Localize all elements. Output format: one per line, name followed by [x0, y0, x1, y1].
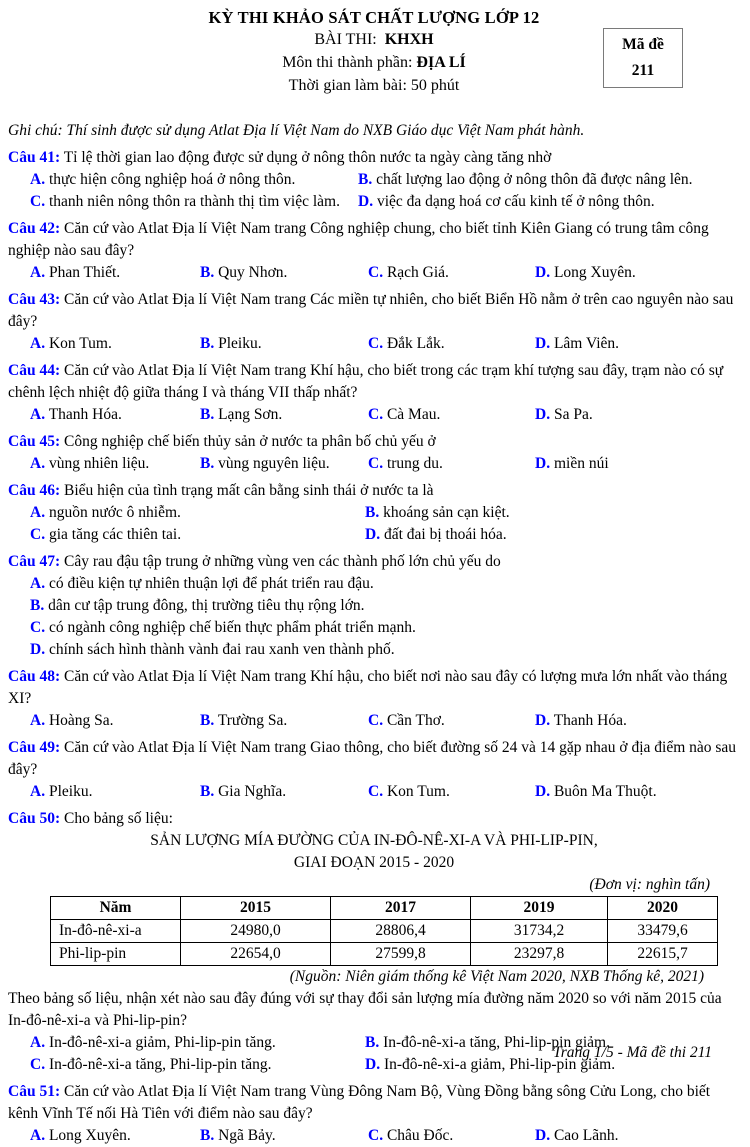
- option-letter: C.: [368, 263, 384, 281]
- option-text: Long Xuyên.: [48, 1126, 131, 1144]
- option-letter: A.: [30, 170, 46, 188]
- option-text: Pleiku.: [218, 334, 262, 352]
- exam-type-value: KHXH: [384, 31, 434, 49]
- question-47: [8, 551, 740, 573]
- question-51-options: [8, 1125, 740, 1147]
- question-49-stem: Căn cứ vào Atlat Địa lí Việt Nam trang Giao thông, cho biết đường số 24 và 14 gặp nhau ở địa điểm nào sau đây?: [8, 738, 737, 778]
- option-letter: A.: [30, 1033, 46, 1051]
- option-c: [368, 333, 535, 355]
- table-cell: 24980,0: [181, 919, 331, 942]
- option-b: [200, 333, 368, 355]
- option-letter: D.: [535, 405, 551, 423]
- question-51-stem: Căn cứ vào Atlat Địa lí Việt Nam trang Vùng Đông Nam Bộ, Vùng Đồng bằng sông Cửu Long, cho biết kênh Vĩnh Tế nối Hà Tiên với điểm nào sau đây?: [8, 1082, 711, 1122]
- table-header-cell: Năm: [51, 896, 181, 919]
- option-b: [200, 262, 368, 284]
- option-b: [200, 404, 368, 426]
- option-text: nguồn nước ô nhiễm.: [48, 503, 181, 521]
- table-header-cell: 2020: [608, 896, 718, 919]
- option-d: [535, 262, 740, 284]
- question-41-label: Câu 41:: [8, 148, 61, 166]
- option-letter: B.: [365, 503, 380, 521]
- question-47-stem: Cây rau đậu tập trung ở những vùng ven các thành phố lớn chủ yếu do: [63, 552, 501, 570]
- option-text: Gia Nghĩa.: [218, 782, 287, 800]
- question-50: [8, 808, 740, 830]
- option-letter: C.: [368, 782, 384, 800]
- option-letter: C.: [368, 1126, 384, 1144]
- option-c: [30, 524, 365, 546]
- question-49-label: Câu 49:: [8, 738, 61, 756]
- question-41: [8, 147, 740, 169]
- question-46: [8, 480, 740, 502]
- question-44-label: Câu 44:: [8, 361, 61, 379]
- option-letter: B.: [200, 263, 215, 281]
- option-c: [30, 1054, 365, 1076]
- option-b: [200, 781, 368, 803]
- exam-title: KỲ THI KHẢO SÁT CHẤT LƯỢNG LỚP 12: [208, 8, 540, 27]
- option-text: việc đa dạng hoá cơ cấu kinh tế ở nông thôn.: [376, 192, 655, 210]
- table-cell: 33479,6: [608, 919, 718, 942]
- question-50-post-stem: Theo bảng số liệu, nhận xét nào sau đây đúng với sự thay đổi sản lượng mía đường năm 2020 so với năm 2015 của In-đô-nê-xi-a và Phi-lip-pin?: [8, 989, 722, 1029]
- question-44: [8, 360, 740, 404]
- question-44-options: [8, 404, 740, 426]
- option-letter: C.: [30, 618, 46, 636]
- question-43-stem: Căn cứ vào Atlat Địa lí Việt Nam trang Các miền tự nhiên, cho biết Biển Hồ nằm ở trên cao nguyên nào sau đây?: [8, 290, 734, 330]
- option-b: [30, 595, 740, 617]
- option-c: [368, 1125, 535, 1147]
- option-letter: B.: [200, 454, 215, 472]
- option-letter: D.: [358, 192, 374, 210]
- question-41-stem: Tỉ lệ thời gian lao động được sử dụng ở nông thôn nước ta ngày càng tăng nhờ: [63, 148, 552, 166]
- option-text: Quy Nhơn.: [218, 263, 288, 281]
- option-c: [368, 710, 535, 732]
- option-text: đất đai bị thoái hóa.: [383, 525, 507, 543]
- table-cell: 31734,2: [471, 919, 608, 942]
- option-text: Đắk Lắk.: [386, 334, 445, 352]
- option-text: Long Xuyên.: [553, 263, 636, 281]
- question-45-options: [8, 453, 740, 475]
- option-text: Thanh Hóa.: [48, 405, 122, 423]
- option-text: vùng nhiên liệu.: [48, 454, 150, 472]
- option-c: [368, 453, 535, 475]
- table-row-label: In-đô-nê-xi-a: [51, 919, 181, 942]
- duration-line: Thời gian làm bài: 50 phút: [288, 76, 460, 94]
- option-letter: D.: [535, 334, 551, 352]
- question-47-label: Câu 47:: [8, 552, 61, 570]
- question-51: [8, 1081, 740, 1125]
- question-42-options: [8, 262, 740, 284]
- option-text: Buôn Ma Thuột.: [553, 782, 657, 800]
- option-letter: B.: [30, 596, 45, 614]
- option-text: Hoàng Sa.: [48, 711, 114, 729]
- option-text: Pleiku.: [48, 782, 93, 800]
- question-42-stem: Căn cứ vào Atlat Địa lí Việt Nam trang Công nghiệp chung, cho biết tỉnh Kiên Giang có trung tâm công nghiệp nào sau đây?: [8, 219, 709, 259]
- subject-label: Môn thi thành phần:: [282, 54, 413, 72]
- option-letter: B.: [365, 1033, 380, 1051]
- table-header-cell: 2019: [471, 896, 608, 919]
- option-text: thực hiện công nghiệp hoá ở nông thôn.: [48, 170, 296, 188]
- option-letter: A.: [30, 503, 46, 521]
- table-cell: 27599,8: [331, 942, 471, 965]
- option-c: [368, 781, 535, 803]
- question-42-label: Câu 42:: [8, 219, 61, 237]
- option-letter: D.: [535, 454, 551, 472]
- option-a: [30, 710, 200, 732]
- option-a: [30, 781, 200, 803]
- option-text: Cà Mau.: [386, 405, 441, 423]
- question-50-label: Câu 50:: [8, 809, 61, 827]
- option-text: Kon Tum.: [48, 334, 112, 352]
- option-text: vùng nguyên liệu.: [218, 454, 330, 472]
- option-c: [368, 404, 535, 426]
- option-a: [30, 333, 200, 355]
- option-text: trung du.: [386, 454, 443, 472]
- option-letter: D.: [535, 782, 551, 800]
- option-b: [200, 1125, 368, 1147]
- option-a: [30, 404, 200, 426]
- table-unit-note: (Đơn vị: nghìn tấn): [589, 875, 710, 893]
- option-text: Kon Tum.: [386, 782, 450, 800]
- option-text: chính sách hình thành vành đai rau xanh ven thành phố.: [48, 640, 395, 658]
- option-c: [368, 262, 535, 284]
- option-b: [358, 169, 740, 191]
- question-45: [8, 431, 740, 453]
- option-d: [535, 781, 740, 803]
- option-text: chất lượng lao động ở nông thôn đã được nâng lên.: [376, 170, 693, 188]
- option-text: Ngã Bảy.: [218, 1126, 276, 1144]
- table-title-line1: SẢN LƯỢNG MÍA ĐƯỜNG CỦA IN-ĐÔ-NÊ-XI-A VÀ PHI-LIP-PIN,: [150, 831, 598, 849]
- option-letter: A.: [30, 405, 46, 423]
- option-letter: D.: [30, 640, 46, 658]
- atlas-note: Ghi chú: Thí sinh được sử dụng Atlat Địa lí Việt Nam do NXB Giáo dục Việt Nam phát hành.: [8, 121, 585, 139]
- option-text: Sa Pa.: [553, 405, 593, 423]
- question-43-options: [8, 333, 740, 355]
- option-d: [535, 710, 740, 732]
- option-letter: A.: [30, 782, 46, 800]
- option-a: [30, 1032, 365, 1054]
- option-a: [30, 262, 200, 284]
- option-letter: B.: [200, 1126, 215, 1144]
- option-text: có điều kiện tự nhiên thuận lợi để phát triển rau đậu.: [48, 574, 374, 592]
- table-source-note: (Nguồn: Niên giám thống kê Việt Nam 2020, NXB Thống kê, 2021): [289, 967, 704, 985]
- option-text: Rạch Giá.: [386, 263, 449, 281]
- question-45-label: Câu 45:: [8, 432, 61, 450]
- option-letter: A.: [30, 1126, 46, 1144]
- exam-code-value: 211: [631, 62, 655, 80]
- table-cell: 22654,0: [181, 942, 331, 965]
- option-letter: C.: [368, 334, 384, 352]
- exam-code-box: [603, 28, 683, 88]
- table-cell: 22615,7: [608, 942, 718, 965]
- option-text: Thanh Hóa.: [553, 711, 627, 729]
- option-letter: C.: [368, 405, 384, 423]
- question-48: [8, 666, 740, 710]
- question-50-stem: Cho bảng số liệu:: [63, 809, 173, 827]
- option-text: Lâm Viên.: [553, 334, 620, 352]
- option-text: Cao Lãnh.: [553, 1126, 619, 1144]
- option-c: [30, 191, 358, 213]
- option-letter: A.: [30, 711, 46, 729]
- question-45-stem: Công nghiệp chế biến thủy sản ở nước ta phân bố chủ yếu ở: [63, 432, 436, 450]
- table-title-line2: GIAI ĐOẠN 2015 - 2020: [293, 853, 455, 871]
- question-43-label: Câu 43:: [8, 290, 61, 308]
- option-text: Phan Thiết.: [48, 263, 121, 281]
- question-43: [8, 289, 740, 333]
- option-letter: A.: [30, 263, 46, 281]
- option-letter: B.: [358, 170, 373, 188]
- option-text: Trường Sa.: [217, 711, 288, 729]
- table-row-label: Phi-lip-pin: [51, 942, 181, 965]
- option-text: Châu Đốc.: [386, 1126, 454, 1144]
- option-d: [535, 453, 740, 475]
- option-letter: B.: [200, 711, 215, 729]
- table-header-row: [51, 896, 718, 919]
- exam-code-label: Mã đề: [622, 35, 664, 53]
- option-letter: A.: [30, 334, 46, 352]
- option-letter: B.: [200, 782, 215, 800]
- question-47-options: [8, 573, 740, 661]
- question-42: [8, 218, 740, 262]
- question-44-stem: Căn cứ vào Atlat Địa lí Việt Nam trang Khí hậu, cho biết trong các trạm khí tượng sau đây, trạm nào có sự chênh lệch nhiệt độ giữa tháng I và tháng VII thấp nhất?: [8, 361, 724, 401]
- question-48-options: [8, 710, 740, 732]
- option-letter: D.: [535, 263, 551, 281]
- option-text: gia tăng các thiên tai.: [48, 525, 182, 543]
- option-b: [365, 502, 740, 524]
- subject-value: ĐỊA LÍ: [416, 54, 466, 72]
- option-b: [200, 453, 368, 475]
- table-cell: 28806,4: [331, 919, 471, 942]
- option-text: dân cư tập trung đông, thị trường tiêu thụ rộng lớn.: [48, 596, 365, 614]
- question-51-label: Câu 51:: [8, 1082, 61, 1100]
- option-letter: D.: [535, 711, 551, 729]
- option-letter: D.: [365, 1055, 381, 1073]
- option-a: [30, 502, 365, 524]
- question-49-options: [8, 781, 740, 803]
- option-letter: B.: [200, 334, 215, 352]
- option-d: [358, 191, 740, 213]
- option-a: [30, 453, 200, 475]
- option-letter: C.: [368, 454, 384, 472]
- option-d: [535, 404, 740, 426]
- option-c: [30, 617, 740, 639]
- option-text: miền núi: [553, 454, 609, 472]
- option-a: [30, 573, 740, 595]
- option-text: có ngành công nghiệp chế biến thực phẩm phát triển mạnh.: [48, 618, 416, 636]
- option-letter: D.: [365, 525, 381, 543]
- option-a: [30, 169, 358, 191]
- table-header-cell: 2015: [181, 896, 331, 919]
- option-letter: C.: [30, 525, 46, 543]
- question-49: [8, 737, 740, 781]
- option-b: [200, 710, 368, 732]
- option-text: khoáng sản cạn kiệt.: [383, 503, 510, 521]
- table-row: [51, 919, 718, 942]
- option-text: In-đô-nê-xi-a giảm, Phi-lip-pin giảm.: [383, 1055, 616, 1073]
- question-48-label: Câu 48:: [8, 667, 61, 685]
- table-header-cell: 2017: [331, 896, 471, 919]
- option-text: thanh niên nông thôn ra thành thị tìm việc làm.: [48, 192, 340, 210]
- question-46-label: Câu 46:: [8, 481, 61, 499]
- question-46-options: [8, 502, 740, 546]
- option-letter: D.: [535, 1126, 551, 1144]
- option-text: Cần Thơ.: [386, 711, 445, 729]
- option-letter: A.: [30, 454, 46, 472]
- question-46-stem: Biểu hiện của tình trạng mất cân bằng sinh thái ở nước ta là: [63, 481, 434, 499]
- option-letter: C.: [368, 711, 384, 729]
- data-table: [50, 896, 718, 966]
- exam-type-label: BÀI THI:: [314, 31, 377, 49]
- option-text: In-đô-nê-xi-a tăng, Phi-lip-pin giảm.: [383, 1033, 610, 1051]
- option-d: [535, 333, 740, 355]
- option-letter: C.: [30, 1055, 46, 1073]
- question-48-stem: Căn cứ vào Atlat Địa lí Việt Nam trang Khí hậu, cho biết nơi nào sau đây có lượng mưa lớn nhất vào tháng XI?: [8, 667, 728, 707]
- option-d: [535, 1125, 740, 1147]
- option-letter: A.: [30, 574, 46, 592]
- option-text: In-đô-nê-xi-a tăng, Phi-lip-pin tăng.: [48, 1055, 272, 1073]
- option-text: Lạng Sơn.: [218, 405, 283, 423]
- option-letter: B.: [200, 405, 215, 423]
- option-a: [30, 1125, 200, 1147]
- option-letter: C.: [30, 192, 46, 210]
- option-d: [365, 524, 740, 546]
- option-text: In-đô-nê-xi-a giảm, Phi-lip-pin tăng.: [48, 1033, 276, 1051]
- option-d: [30, 639, 740, 661]
- table-cell: 23297,8: [471, 942, 608, 965]
- table-row: [51, 942, 718, 965]
- question-41-options: [8, 169, 740, 213]
- page-footer: Trang 1/5 - Mã đề thi 211: [552, 1044, 712, 1061]
